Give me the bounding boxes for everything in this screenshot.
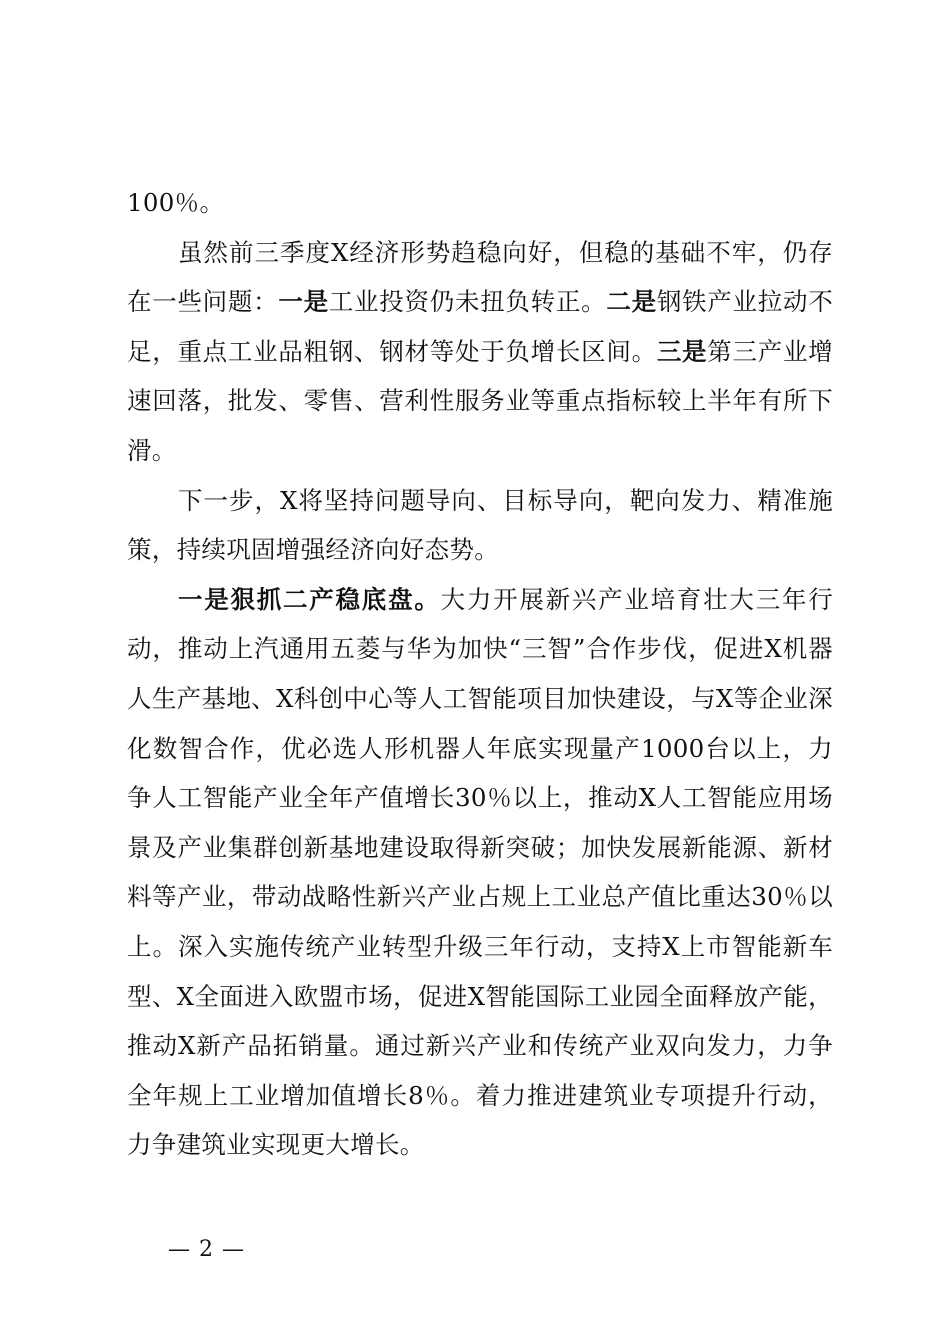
bold-marker-first: 一是 <box>278 287 329 317</box>
bold-marker-second: 二是 <box>606 287 657 317</box>
paragraph-continuation <box>127 178 833 228</box>
section-heading-inline: 一是狠抓二产稳底盘。 <box>178 584 441 614</box>
document-body <box>127 178 833 1170</box>
paragraph-problems <box>127 228 833 476</box>
text-run: 第三产业增速回落，批发、零售、营利性服务业等重点指标较上半年有所下滑。 <box>127 336 833 465</box>
text-run: 大力开展新兴产业培育壮大三年行动，推动上汽通用五菱与华为加快“三智”合作步伐，促进X机器人生产基地、X科创中心等人工智能项目加快建设，与X等企业深化数智合作，优必选人形机器人年底实现量产1000台以上，力争人工智能产业全年产值增长30％以上，推动X人工智能应用场景及产业集群创新基地建设取得新突破；加快发展新能源、新材料等产业，带动战略性新兴产业占规上工业总产值比重达30％以上。深入实施传统产业转型升级三年行动，支持X上市智能新车型、X全面进入欧盟市场，促进X智能国际工业园全面释放产能，推动X新产品拓销量。通过新兴产业和传统产业双向发力，力争全年规上工业增加值增长8％。着力推进建筑业专项提升行动，力争建筑业实现更大增长。 <box>127 584 834 1160</box>
text-run: 虽然前三季度X经济形势趋稳向好，但稳的基础不牢，仍存在一些问题： <box>127 237 833 317</box>
text-run: 100％。 <box>127 188 225 217</box>
page-number: — 2 — <box>168 1237 245 1262</box>
paragraph-next-step <box>127 476 833 575</box>
text-run: 工业投资仍未扭负转正。 <box>328 287 607 317</box>
bold-marker-third: 三是 <box>656 336 708 366</box>
text-run: 下一步，X将坚持问题导向、目标导向，靶向发力、精准施策，持续巩固增强经济向好态势。 <box>127 485 833 565</box>
paragraph-measure-one <box>127 575 833 1170</box>
text-run: 钢铁产业拉动不足，重点工业品粗钢、钢材等处于负增长区间。 <box>127 287 833 366</box>
